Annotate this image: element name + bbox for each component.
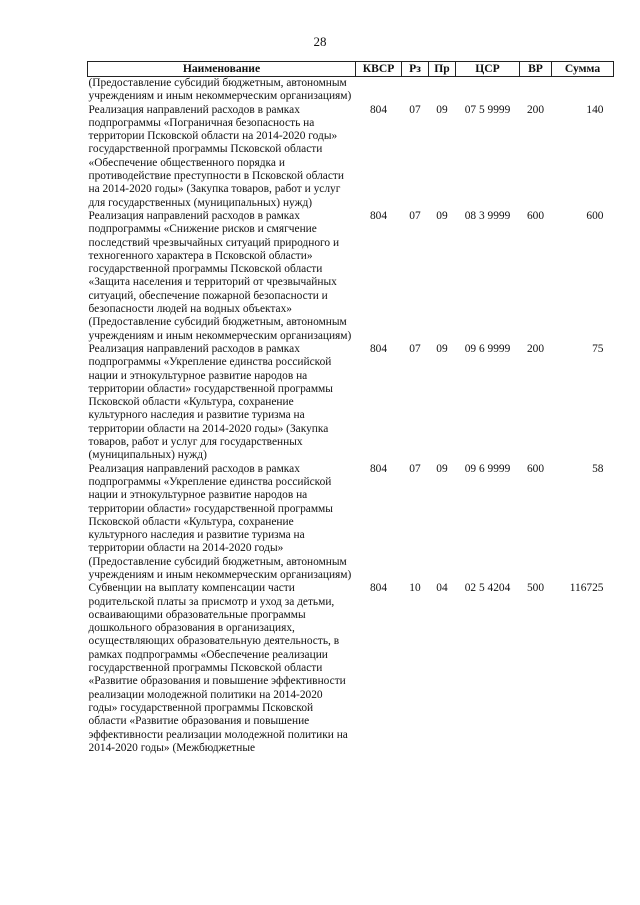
table-row (88, 582, 614, 755)
row-sum: 140 (586, 103, 604, 116)
row-rz: 10 (409, 582, 421, 595)
row-kvsr: 804 (369, 582, 388, 595)
row-rz: 07 (409, 103, 421, 116)
row-pr: 09 (436, 103, 448, 116)
row-kvsr: 804 (369, 103, 388, 116)
row-sum (552, 77, 614, 104)
header-name: Наименование (88, 62, 356, 77)
header-rz: Рз (402, 62, 429, 77)
row-csr: 08 3 9999 (464, 209, 511, 222)
row-sum: 58 (592, 462, 604, 475)
row-kvsr: 804 (369, 209, 388, 222)
row-name: (Предоставление субсидий бюджетным, автономным учреждениям и иным некоммерческим организациям) (88, 77, 352, 103)
row-name: Субвенции на выплату компенсации части родительской платы за присмотр и уход за детьми, осваивающими образовательные программы дошкольного образования в организациях, осуществляющих образовательную деятельность, в рамках подпрограммы «Обеспечение реализации государственной программы Псковской области «Развитие образования и повышение эффективности реализации молодежной политики на 2014-2020 годы» государственной программы Псковской области «Развитие образования и повышение эффективности реализации молодежной политики на 2014-2020 годы» (Межбюджетные (88, 582, 348, 754)
header-kvsr: КВСР (356, 62, 402, 77)
row-csr: 09 6 9999 (464, 462, 511, 475)
row-vr: 600 (526, 209, 545, 222)
row-csr: 09 6 9999 (464, 342, 511, 355)
row-csr: 02 5 4204 (464, 582, 511, 595)
row-sum: 600 (586, 209, 604, 222)
row-name: Реализация направлений расходов в рамках подпрограммы «Снижение рисков и смягчение последствий чрезвычайных ситуаций природного и техногенного характера в Псковской области» государственной программы Псковской области «Защита населения и территорий от чрезвычайных ситуаций, обеспечение пожарной безопасности и безопасности людей на водных объектах» (Предоставление субсидий бюджетным, автономным учреждениям и иным некоммерческим организациям) (88, 209, 352, 342)
header-sum: Сумма (552, 62, 614, 77)
row-vr: 200 (526, 103, 545, 116)
row-name: Реализация направлений расходов в рамках подпрограммы «Укрепление единства российской нации и этнокультурное развитие народов на территории области» государственной программы Псковской области «Культура, сохранение культурного наследия и развитие туризма на территории области на 2014-2020 годы» (Закупка товаров, работ и услуг для государственных (муниципальных) нужд) (88, 342, 333, 462)
row-pr: 09 (436, 209, 448, 222)
table-header-row (88, 62, 614, 77)
header-vr: ВР (520, 62, 552, 77)
table-row (88, 77, 614, 104)
table-row (88, 463, 614, 583)
row-pr (429, 77, 456, 104)
row-kvsr (356, 77, 402, 104)
row-rz: 07 (409, 209, 421, 222)
table-row (88, 104, 614, 210)
table-row (88, 210, 614, 343)
row-kvsr: 804 (369, 342, 388, 355)
row-rz: 07 (409, 342, 421, 355)
header-csr: ЦСР (456, 62, 520, 77)
row-vr: 600 (526, 462, 545, 475)
header-pr: Пр (429, 62, 456, 77)
row-rz (402, 77, 429, 104)
row-pr: 04 (436, 582, 448, 595)
row-pr: 09 (436, 342, 448, 355)
row-csr (456, 77, 520, 104)
row-csr: 07 5 9999 (464, 103, 511, 116)
row-sum: 75 (592, 342, 604, 355)
row-name: Реализация направлений расходов в рамках подпрограммы «Укрепление единства российской нации и этнокультурное развитие народов на территории области» государственной программы Псковской области «Культура, сохранение культурного наследия и развитие туризма на территории области на 2014-2020 годы» (Предоставление субсидий бюджетным, автономным учреждениям и иным некоммерческим организациям) (88, 462, 352, 581)
row-vr (520, 77, 552, 104)
row-rz: 07 (409, 462, 421, 475)
budget-table (87, 61, 614, 755)
row-sum: 116725 (569, 582, 604, 595)
page-number: 28 (313, 34, 327, 49)
table-row (88, 343, 614, 463)
row-vr: 500 (526, 582, 545, 595)
row-kvsr: 804 (369, 462, 388, 475)
row-name: Реализация направлений расходов в рамках подпрограммы «Пограничная безопасность на территории Псковской области на 2014-2020 годы» государственной программы Псковской области «Обеспечение общественного порядка и противодействие преступности в Псковской области на 2014-2020 годы» (Закупка товаров, работ и услуг для государственных (муниципальных) нужд) (88, 103, 344, 209)
row-pr: 09 (436, 462, 448, 475)
row-vr: 200 (526, 342, 545, 355)
